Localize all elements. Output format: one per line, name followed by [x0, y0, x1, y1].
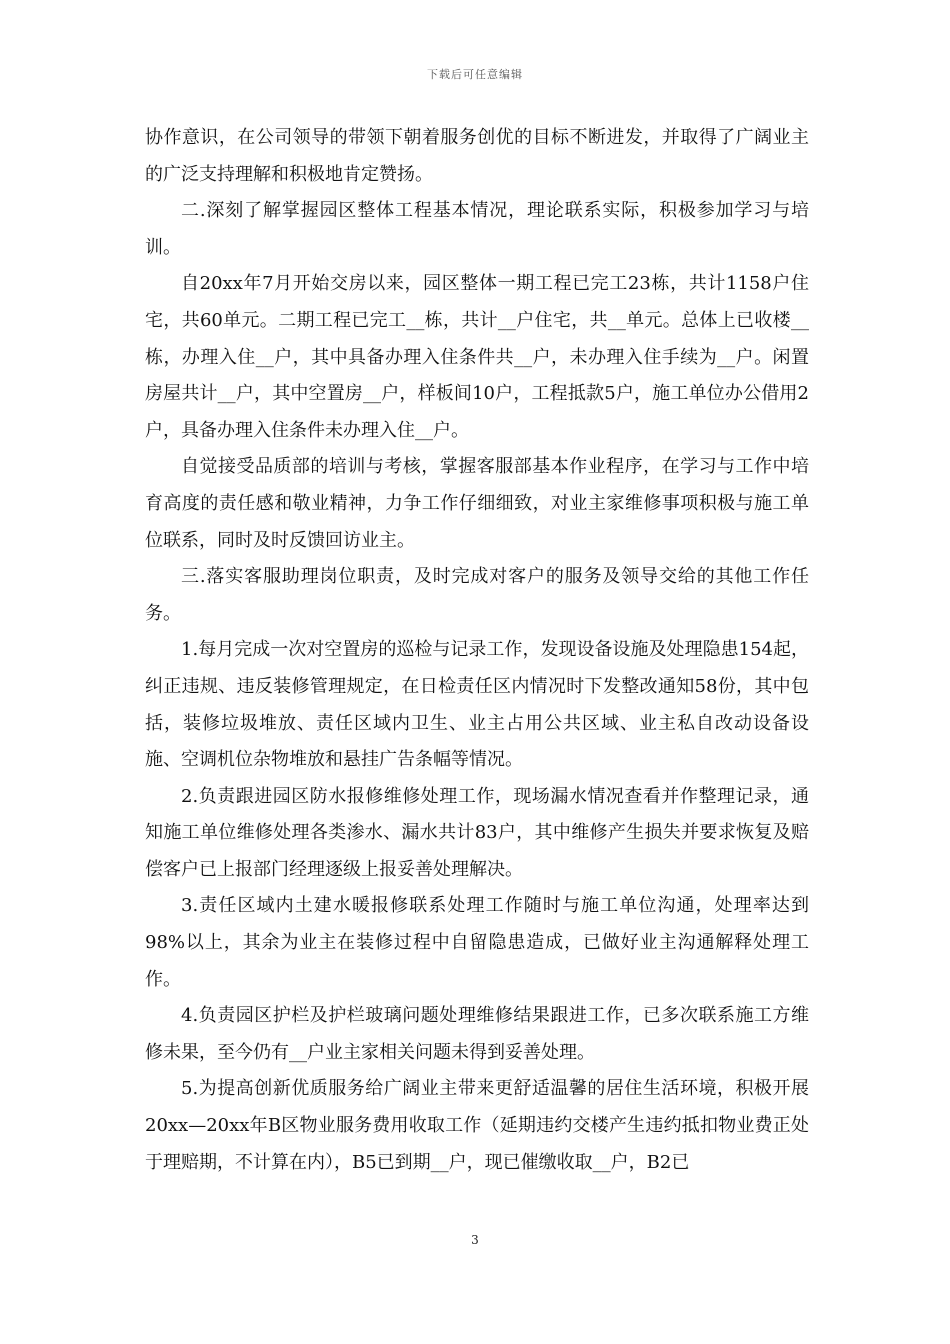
list-item-5: 5.为提高创新优质服务给广阔业主带来更舒适温馨的居住生活环境，积极开展20xx—20xx年B区物业服务费用收取工作（延期违约交楼产生违约抵扣物业费正处于理赔期，不计算在内），B5已到期__户，现已催缴收取__户，B2已 — [145, 1078, 809, 1173]
list-item-1: 1.每月完成一次对空置房的巡检与记录工作，发现设备设施及处理隐患154起，纠正违规、违反装修管理规定，在日检责任区内情况时下发整改通知58份，其中包括，装修垃圾堆放、责任区域内卫生、业主占用公共区域、业主私自改动设备设施、空调机位杂物堆放和悬挂广告条幅等情况。 — [145, 639, 809, 771]
section-heading-3: 三.落实客服助理岗位职责，及时完成对客户的服务及领导交给的其他工作任务。 — [145, 566, 809, 624]
page-number: 3 — [471, 1233, 479, 1247]
document-body — [145, 120, 809, 1181]
list-item-3: 3.责任区域内土建水暖报修联系处理工作随时与施工单位沟通，处理率达到98%以上，其余为业主在装修过程中自留隐患造成，已做好业主沟通解释处理工作。 — [145, 895, 809, 990]
page-header: 下载后可任意编辑 — [427, 68, 523, 81]
paragraph-training: 自觉接受品质部的培训与考核，掌握客服部基本作业程序，在学习与工作中培育高度的责任感和敬业精神，力争工作仔细细致，对业主家维修事项积极与施工单位联系，同时及时反馈回访业主。 — [145, 456, 809, 551]
paragraph-continuation: 协作意识，在公司领导的带领下朝着服务创优的目标不断进发，并取得了广阔业主的广泛支持理解和积极地肯定赞扬。 — [145, 127, 809, 185]
section-heading-2: 二.深刻了解掌握园区整体工程基本情况，理论联系实际，积极参加学习与培训。 — [145, 200, 809, 258]
paragraph-project-status: 自20xx年7月开始交房以来，园区整体一期工程已完工23栋，共计1158户住宅，共60单元。二期工程已完工__栋，共计__户住宅，共__单元。总体上已收楼__栋，办理入住__户，其中具备办理入住条件共__户，未办理入住手续为__户。闲置房屋共计__户，其中空置房__户，样板间10户，工程抵款5户，施工单位办公借用2户，具备办理入住条件未办理入住__户。 — [145, 273, 809, 441]
list-item-2: 2.负责跟进园区防水报修维修处理工作，现场漏水情况查看并作整理记录，通知施工单位维修处理各类渗水、漏水共计83户，其中维修产生损失并要求恢复及赔偿客户已上报部门经理逐级上报妥善处理解决。 — [145, 785, 809, 880]
list-item-4: 4.负责园区护栏及护栏玻璃问题处理维修结果跟进工作，已多次联系施工方维修未果，至今仍有__户业主家相关问题未得到妥善处理。 — [145, 1005, 809, 1063]
